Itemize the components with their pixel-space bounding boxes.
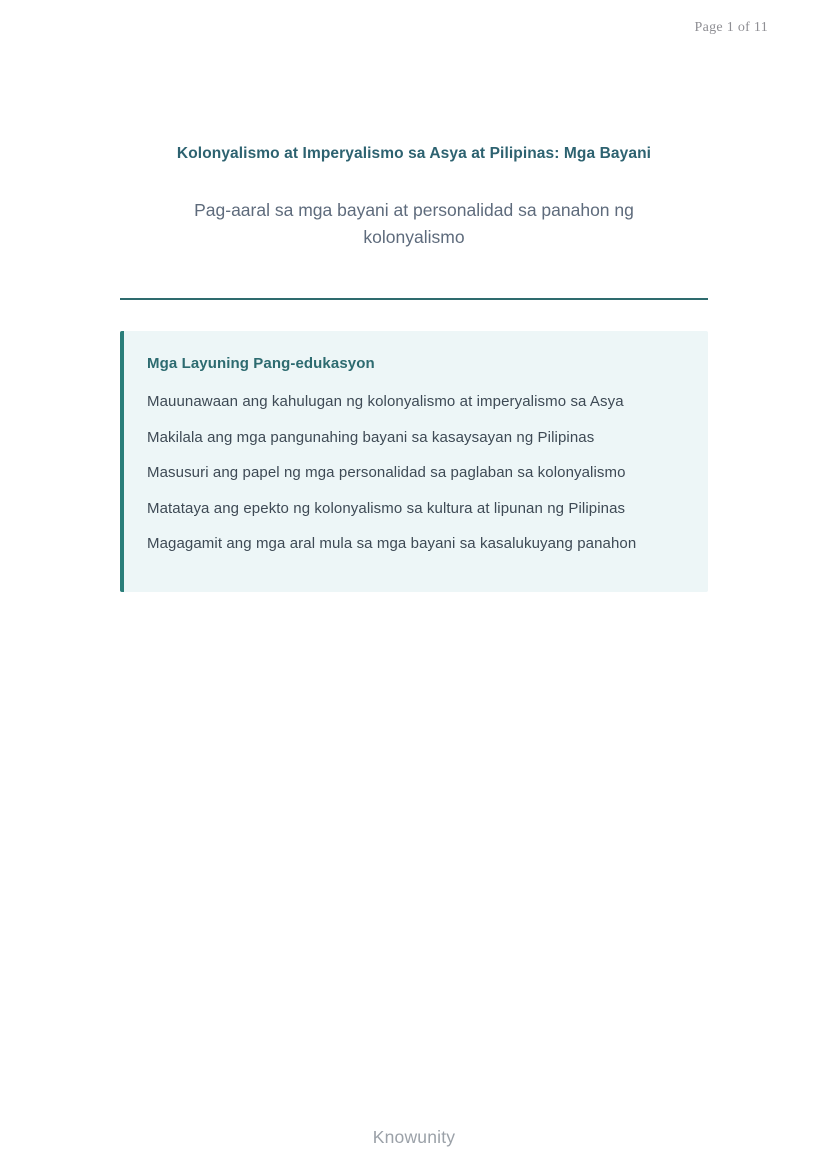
page-indicator: Page 1 of 11	[694, 20, 768, 35]
objective-item: Magagamit ang mga aral mula sa mga bayani sa kasalukuyang panahon	[147, 535, 637, 553]
objective-item: Makilala ang mga pangunahing bayani sa kasaysayan ng Pilipinas	[147, 428, 595, 446]
document-subtitle: Pag-aaral sa mga bayani at personalidad sa panahon ng kolonyalismo	[194, 200, 634, 248]
document-content	[120, 0, 708, 592]
knowunity-watermark: Knowunity	[372, 1127, 456, 1147]
section-divider	[120, 298, 708, 300]
objectives-callout-box	[120, 331, 708, 592]
objective-item: Masusuri ang papel ng mga personalidad sa paglaban sa kolonyalismo	[147, 464, 626, 482]
document-title: Kolonyalismo at Imperyalismo sa Asya at Pilipinas: Mga Bayani	[176, 145, 652, 162]
objective-item: Mauunawaan ang kahulugan ng kolonyalismo at imperyalismo sa Asya	[147, 393, 624, 411]
objective-item: Matataya ang epekto ng kolonyalismo sa kultura at lipunan ng Pilipinas	[147, 499, 626, 517]
objectives-heading: Mga Layuning Pang-edukasyon	[147, 355, 375, 373]
